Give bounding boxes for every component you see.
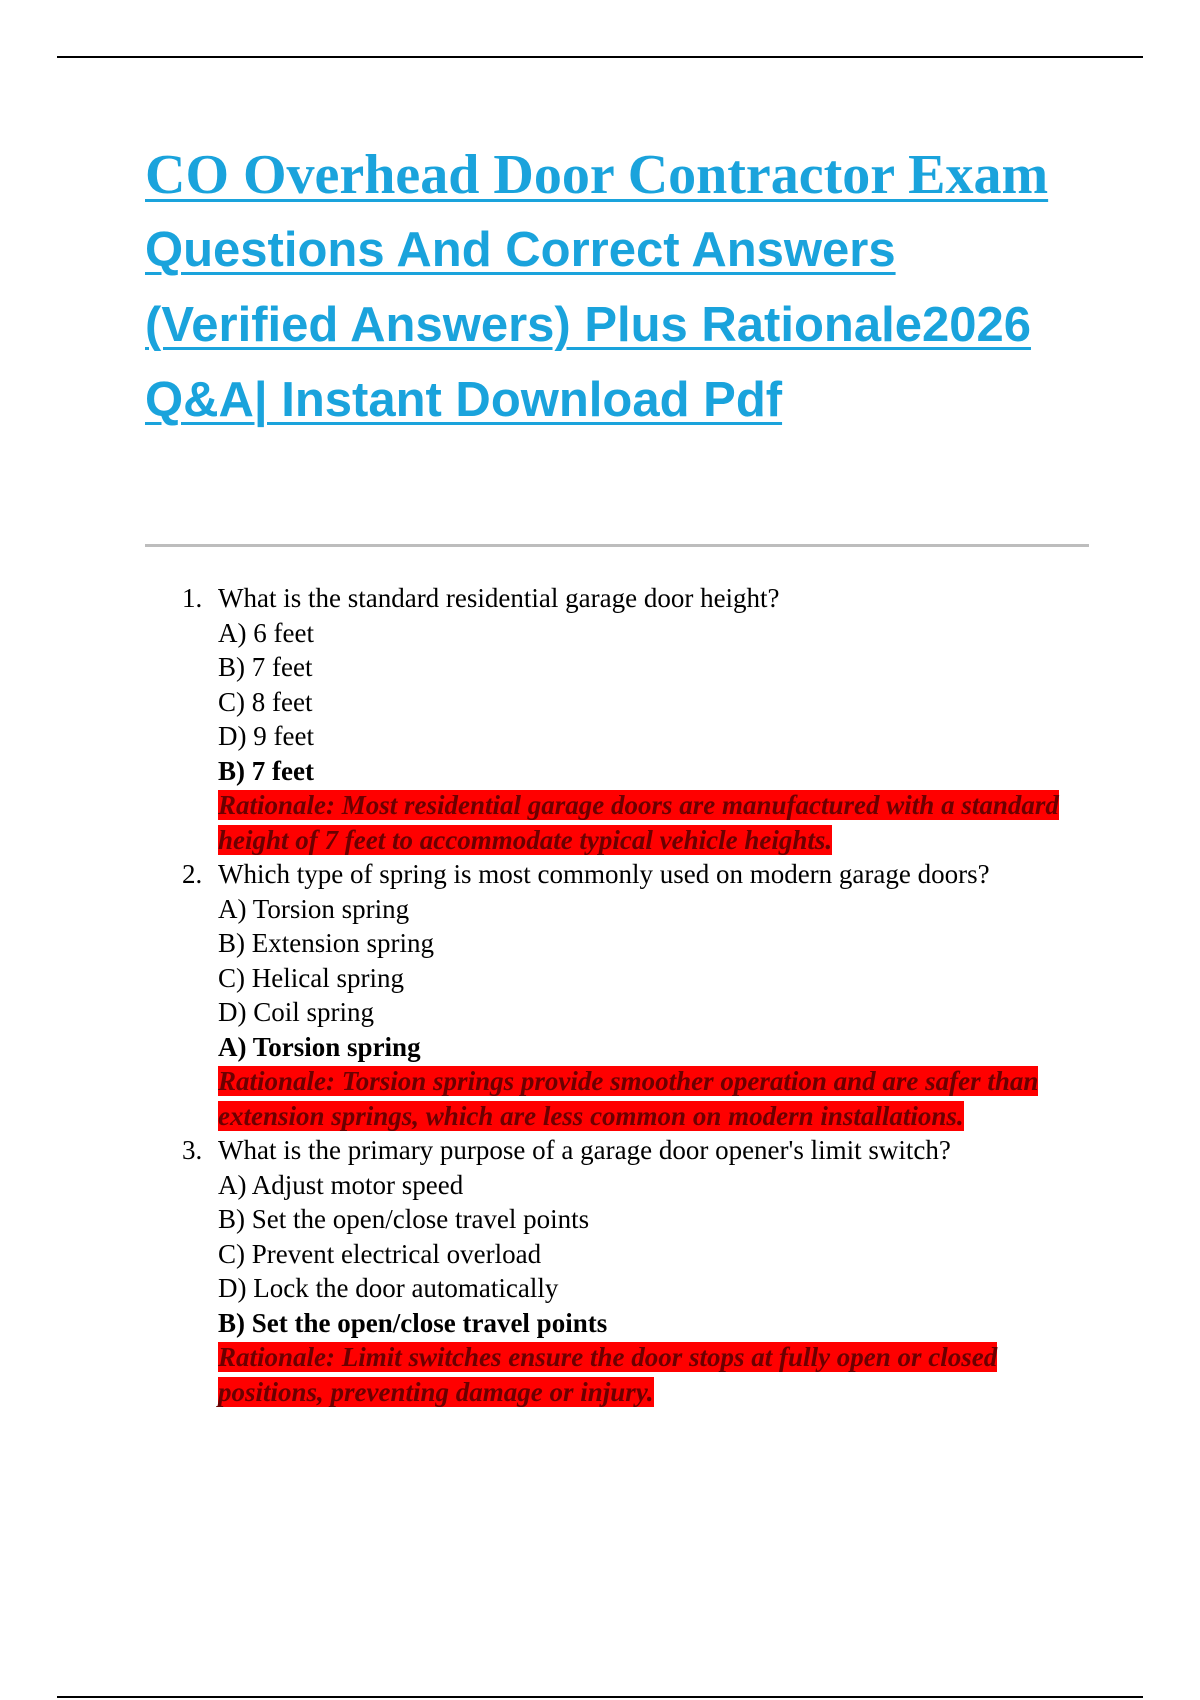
rationale xyxy=(218,1064,1078,1133)
title-link-1[interactable]: CO Overhead Door Contractor Exam xyxy=(145,144,1049,206)
option-c: C) Prevent electrical overload xyxy=(218,1238,542,1269)
title-link-4[interactable]: Q&A| Instant Download Pdf xyxy=(145,373,783,427)
option-d: D) Lock the door automatically xyxy=(218,1273,559,1303)
title-link-3[interactable]: (Verified Answers) Plus Rationale2026 xyxy=(145,298,1031,352)
question-item xyxy=(182,581,1112,857)
option-d: D) Coil spring xyxy=(218,997,375,1027)
correct-answer: A) Torsion spring xyxy=(218,1031,421,1062)
title-separator xyxy=(145,544,1089,547)
document-title xyxy=(145,138,1105,438)
question-text: What is the standard residential garage door height? xyxy=(218,583,780,613)
title-line-1 xyxy=(145,138,1105,213)
option-a: A) 6 feet xyxy=(218,617,314,648)
question-number: 2. xyxy=(182,859,203,889)
question-item xyxy=(182,1133,1112,1409)
rationale-text: Rationale: Torsion springs provide smoother operation and are safer than extension springs, which are less common on modern installations. xyxy=(218,1066,1039,1131)
question-number: 3. xyxy=(182,1135,203,1165)
question-number: 1. xyxy=(182,583,203,613)
question-list xyxy=(182,581,1112,1409)
option-c: C) 8 feet xyxy=(218,686,313,717)
question-text: What is the primary purpose of a garage door opener's limit switch? xyxy=(218,1135,951,1165)
rationale xyxy=(218,788,1078,857)
question-text: Which type of spring is most commonly used on modern garage doors? xyxy=(218,859,990,889)
page-top-rule xyxy=(57,56,1143,58)
title-link-2[interactable]: Questions And Correct Answers xyxy=(145,223,896,277)
rationale-text: Rationale: Limit switches ensure the door stops at fully open or closed positions, preventing damage or injury. xyxy=(218,1342,998,1407)
option-a: A) Adjust motor speed xyxy=(218,1169,464,1200)
question-item xyxy=(182,857,1112,1133)
rationale xyxy=(218,1340,1078,1409)
page-bottom-rule xyxy=(57,1696,1143,1698)
rationale-text: Rationale: Most residential garage doors are manufactured with a standard height of 7 feet to accommodate typical vehicle heights. xyxy=(218,790,1059,855)
option-d: D) 9 feet xyxy=(218,721,314,751)
option-b: B) 7 feet xyxy=(218,652,313,682)
option-b: B) Set the open/close travel points xyxy=(218,1204,590,1234)
correct-answer: B) 7 feet xyxy=(218,755,314,786)
title-line-3 xyxy=(145,288,1105,363)
correct-answer: B) Set the open/close travel points xyxy=(218,1307,608,1338)
option-a: A) Torsion spring xyxy=(218,893,410,924)
title-line-2 xyxy=(145,213,1105,288)
option-b: B) Extension spring xyxy=(218,928,434,958)
option-c: C) Helical spring xyxy=(218,962,404,993)
title-line-4 xyxy=(145,363,1105,438)
